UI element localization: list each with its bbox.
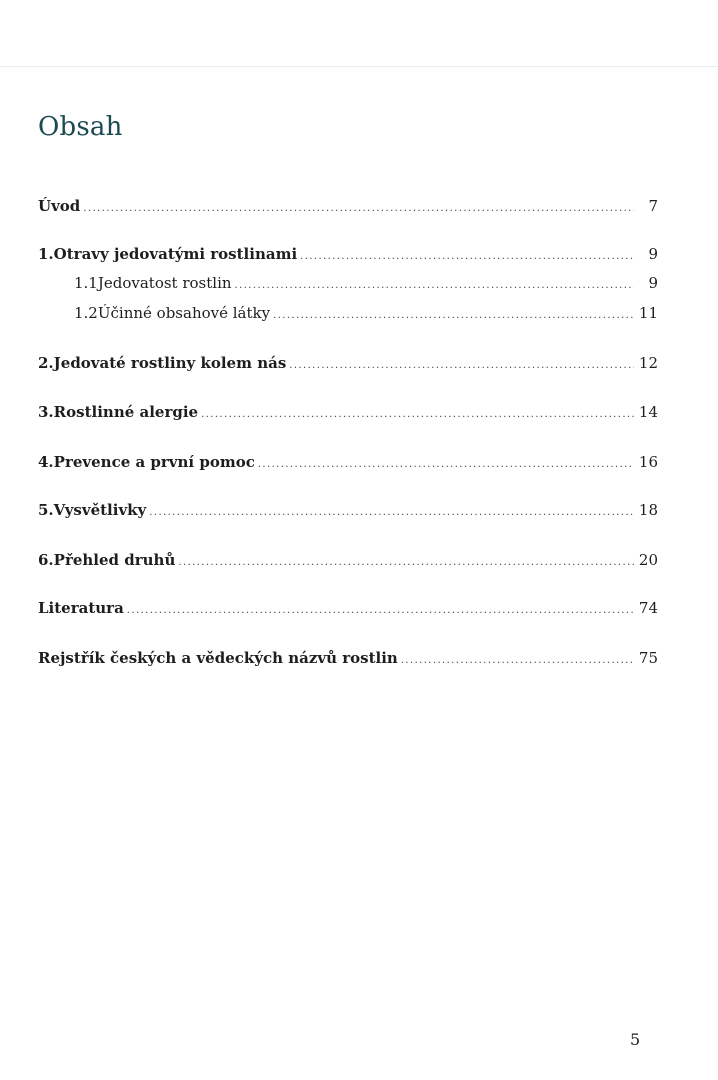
dot-leader (127, 601, 634, 621)
dot-leader (258, 455, 634, 475)
toc-entry-page: 7 (648, 197, 658, 215)
dot-leader (289, 356, 634, 376)
toc-entry-chapter-5 (38, 500, 658, 523)
toc-entry-literatura (38, 598, 658, 621)
dot-leader (273, 306, 634, 326)
toc-entry-number: 5. (38, 501, 54, 519)
toc-entry-page: 74 (638, 599, 658, 617)
toc-entry-chapter-6 (38, 550, 658, 573)
toc-entry-section-1-1 (74, 273, 658, 296)
toc-entry-section-1-2 (74, 303, 658, 326)
toc-entry-label: Účinné obsahové látky (97, 304, 271, 322)
toc-entry-page: 20 (638, 551, 658, 569)
toc-entry-label: Rejstřík českých a vědeckých názvů rostlin (38, 649, 398, 667)
toc-entry-number: 4. (38, 453, 54, 471)
toc-entry-chapter-1 (38, 244, 658, 267)
toc-entry-page: 12 (638, 354, 658, 372)
toc-entry-chapter-4 (38, 452, 658, 475)
toc-entry-page: 11 (638, 304, 658, 322)
toc-entry-number: 3. (38, 403, 54, 421)
toc-entry-page: 16 (638, 453, 658, 471)
page-title: Obsah (38, 112, 123, 142)
toc-entry-number: 6. (38, 551, 54, 569)
toc-entry-label: Prevence a první pomoc (53, 453, 255, 471)
toc-entry-label: Úvod (38, 197, 81, 215)
toc-entry-label: Jedovaté rostliny kolem nás (53, 354, 287, 372)
toc-entry-uvod (38, 196, 658, 219)
dot-leader (178, 553, 634, 573)
dot-leader (149, 503, 634, 523)
dot-leader (83, 199, 634, 219)
page-number: 5 (630, 1030, 641, 1049)
toc-entry-label: Otravy jedovatými rostlinami (53, 245, 298, 263)
toc-entry-label: Vysvětlivky (53, 501, 147, 519)
toc-entry-rejstrik (38, 648, 658, 671)
toc-entry-label: Literatura (38, 599, 124, 617)
toc-entry-number: 1.1 (74, 274, 98, 292)
toc-entry-page: 75 (638, 649, 658, 667)
dot-leader (300, 247, 634, 267)
toc-entry-label: Přehled druhů (53, 551, 176, 569)
toc-entry-label: Jedovatost rostlin (97, 274, 232, 292)
dot-leader (235, 276, 634, 296)
toc-entry-chapter-3 (38, 402, 658, 425)
toc-entry-number: 1.2 (74, 304, 98, 322)
toc-entry-label: Rostlinné alergie (53, 403, 199, 421)
scan-top-edge (0, 66, 718, 67)
toc-entry-number: 1. (38, 245, 54, 263)
toc-entry-page: 9 (648, 245, 658, 263)
toc-entry-page: 9 (648, 274, 658, 292)
toc-entry-number: 2. (38, 354, 54, 372)
dot-leader (201, 405, 634, 425)
dot-leader (401, 651, 634, 671)
toc-entry-chapter-2 (38, 353, 658, 376)
toc-entry-page: 18 (638, 501, 658, 519)
toc-entry-page: 14 (638, 403, 658, 421)
